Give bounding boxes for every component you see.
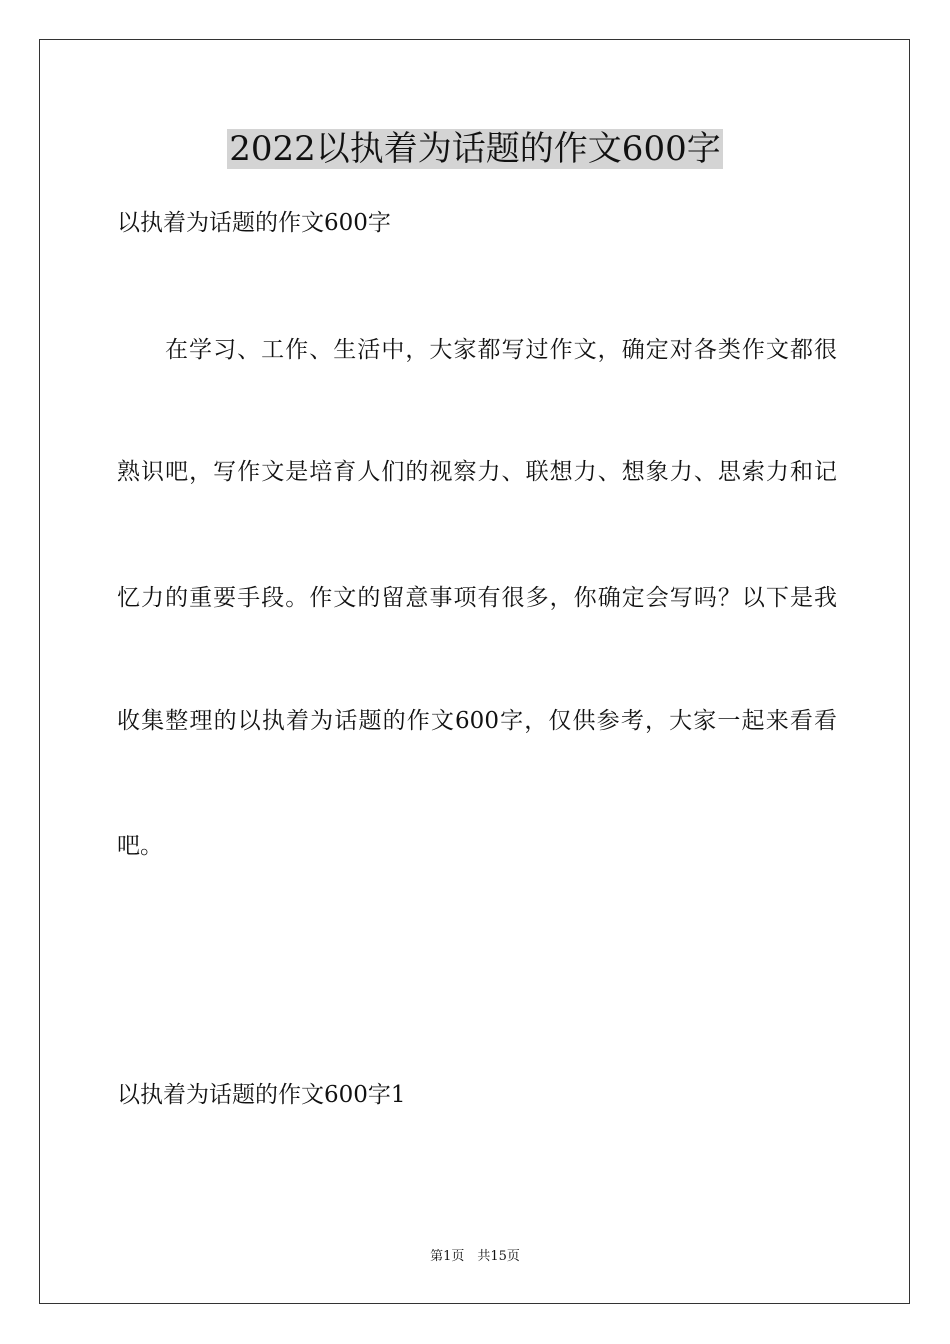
document-title-text: 2022以执着为话题的作文600字 [229, 129, 721, 169]
intro-line-2: 熟识吧，写作文是培育人们的视察力、联想力、想象力、思索力和记 [117, 459, 837, 485]
intro-line-5: 吧。 [117, 833, 163, 859]
document-title [0, 127, 950, 171]
section-heading: 以执着为话题的作文600字1 [117, 1082, 406, 1108]
intro-line-4: 收集整理的以执着为话题的作文600字，仅供参考，大家一起来看看 [117, 708, 837, 734]
page-footer: 第1页 共15页 [430, 1249, 520, 1264]
document-subtitle: 以执着为话题的作文600字 [117, 210, 391, 236]
intro-line-3: 忆力的重要手段。作文的留意事项有很多，你确定会写吗？以下是我 [117, 585, 837, 611]
intro-line-1: 在学习、工作、生活中，大家都写过作文，确定对各类作文都很 [165, 337, 837, 363]
